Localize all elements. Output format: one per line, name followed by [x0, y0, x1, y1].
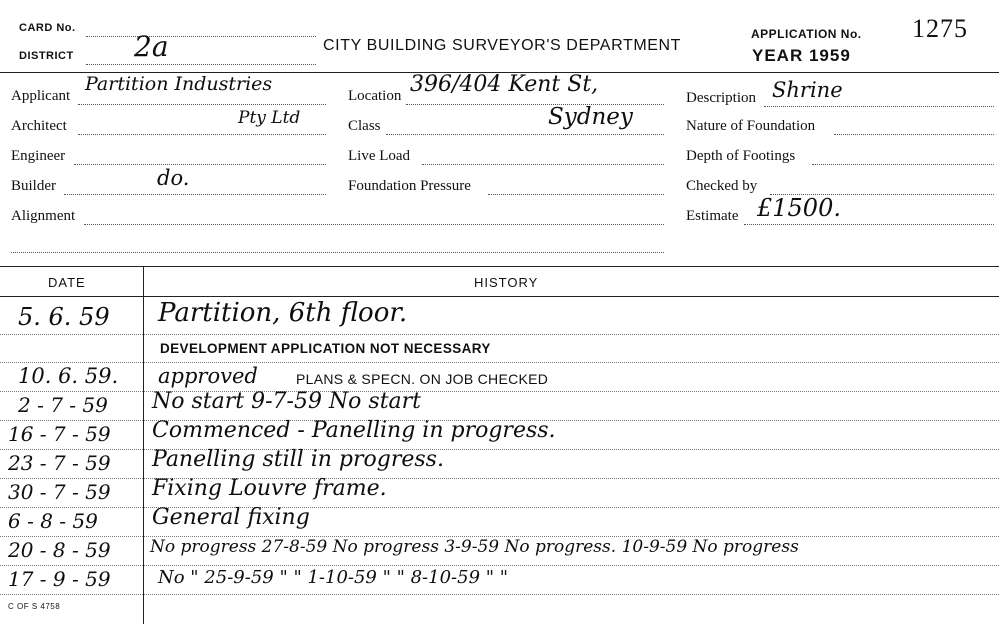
row-line — [0, 478, 999, 479]
live-load-label: Live Load — [348, 148, 411, 164]
row-entry: approved — [158, 364, 258, 388]
row-date: 6 - 8 - 59 — [8, 509, 98, 533]
row-entry: Panelling still in progress. — [152, 447, 444, 472]
row-line — [0, 362, 999, 363]
row-line — [0, 594, 999, 595]
row-entry: Fixing Louvre frame. — [152, 476, 387, 501]
row-line — [0, 565, 999, 566]
table-top-rule — [0, 266, 999, 267]
foundation-pressure-label: Foundation Pressure — [348, 178, 471, 194]
row-line — [0, 449, 999, 450]
development-stamp: DEVELOPMENT APPLICATION NOT NECESSARY — [160, 341, 491, 356]
location-value: 396/404 Kent St, — [410, 72, 599, 97]
row-date: 2 - 7 - 59 — [18, 393, 108, 417]
nature-of-foundation-label: Nature of Foundation — [686, 118, 816, 134]
estimate-label: Estimate — [686, 208, 739, 224]
architect-line — [78, 134, 326, 135]
class-label: Class — [348, 118, 381, 134]
district-label: DISTRICT — [19, 50, 74, 62]
class-line — [386, 134, 664, 135]
row-line — [0, 507, 999, 508]
builder-value: do. — [157, 166, 190, 190]
table-header-rule — [0, 296, 999, 297]
applicant-value: Partition Industries — [85, 73, 273, 95]
row-entry: No start 9-7-59 No start — [152, 389, 422, 414]
date-column-header: DATE — [48, 275, 86, 290]
row-line — [0, 334, 999, 335]
checked-by-label: Checked by — [686, 178, 758, 194]
row-date: 23 - 7 - 59 — [8, 451, 111, 475]
plans-checked-stamp: PLANS & SPECN. ON JOB CHECKED — [296, 371, 549, 387]
estimate-value: £1500. — [757, 194, 841, 222]
description-value: Shrine — [772, 78, 843, 102]
alignment-label: Alignment — [11, 208, 76, 224]
column-divider — [143, 266, 144, 624]
architect-label: Architect — [11, 118, 67, 134]
estimate-line — [744, 224, 994, 225]
depth-of-footings-label: Depth of Footings — [686, 148, 796, 164]
card-no-label: CARD No. — [19, 22, 76, 34]
location-value-cont: Sydney — [548, 104, 633, 130]
row-entry: General fixing — [152, 505, 310, 530]
description-label: Description — [686, 90, 756, 106]
alignment-line — [84, 224, 664, 225]
engineer-line — [74, 164, 326, 165]
card-no-line — [86, 36, 316, 37]
row-date: 16 - 7 - 59 — [8, 422, 111, 446]
row-entry: No " 25-9-59 " " 1-10-59 " " 8-10-59 " " — [158, 567, 509, 588]
row-line — [0, 391, 999, 392]
district-line — [86, 64, 316, 65]
builder-line — [64, 194, 326, 195]
depth-of-footings-line — [812, 164, 994, 165]
builder-label: Builder — [11, 178, 56, 194]
row-entry: No progress 27-8-59 No progress 3-9-59 No progress. 10-9-59 No progress — [150, 537, 799, 557]
row-date: 17 - 9 - 59 — [8, 567, 111, 591]
foundation-pressure-line — [488, 194, 664, 195]
blank-line — [11, 252, 664, 253]
history-column-header: HISTORY — [474, 275, 539, 290]
live-load-line — [422, 164, 664, 165]
application-label: APPLICATION No. — [751, 27, 862, 41]
nature-of-foundation-line — [834, 134, 994, 135]
applicant-value-cont: Pty Ltd — [238, 108, 301, 128]
row-date: 30 - 7 - 59 — [8, 480, 111, 504]
form-code: C OF S 4758 — [8, 602, 61, 611]
row-entry: Commenced - Panelling in progress. — [152, 418, 556, 443]
row-entry: Partition, 6th floor. — [158, 298, 408, 328]
row-date: 5. 6. 59 — [18, 303, 110, 331]
department-title: CITY BUILDING SURVEYOR'S DEPARTMENT — [323, 37, 682, 54]
applicant-label: Applicant — [11, 88, 71, 104]
applicant-line — [78, 104, 326, 105]
district-value: 2a — [134, 30, 169, 63]
engineer-label: Engineer — [11, 148, 66, 164]
application-number: 1275 — [912, 14, 968, 43]
row-date: 10. 6. 59. — [18, 364, 119, 388]
year-label: YEAR 1959 — [752, 46, 851, 65]
row-date: 20 - 8 - 59 — [8, 538, 111, 562]
location-label: Location — [348, 88, 402, 104]
description-line — [764, 106, 994, 107]
